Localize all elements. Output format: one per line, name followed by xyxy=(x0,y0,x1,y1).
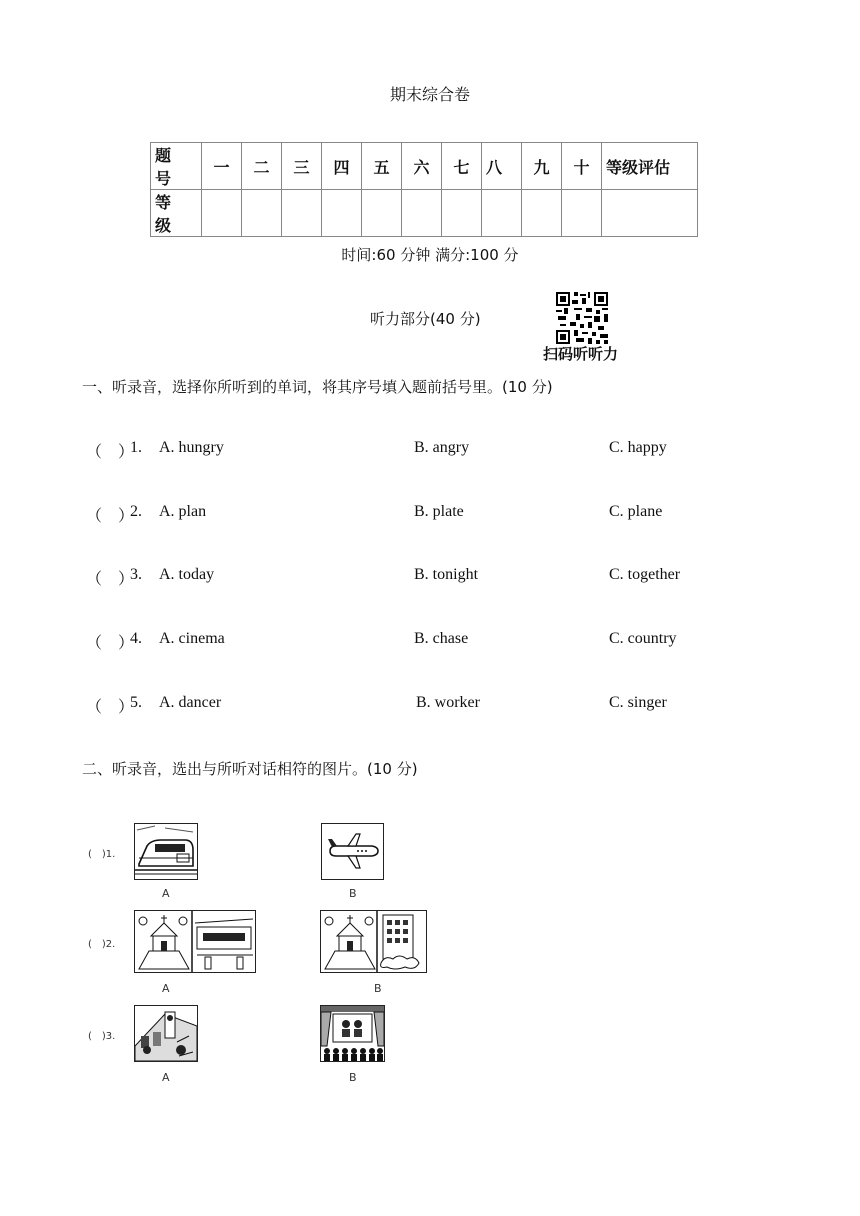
grade-table xyxy=(150,142,698,237)
question-number: 5. xyxy=(130,694,142,711)
question-number: 1. xyxy=(130,439,142,456)
question-number: 3. xyxy=(130,566,142,583)
listening-title: 听力部分(40 分) xyxy=(370,310,481,328)
church-and-building-picture[interactable] xyxy=(320,910,427,973)
church-and-station-picture[interactable] xyxy=(134,910,256,973)
table-row xyxy=(151,190,698,237)
grade-cell[interactable] xyxy=(482,190,522,237)
theater-picture[interactable] xyxy=(320,1005,385,1062)
church-station-icon xyxy=(135,911,255,972)
option-c: C. happy xyxy=(609,439,667,456)
grade-cell[interactable] xyxy=(242,190,282,237)
column-header: 二 xyxy=(242,143,282,190)
time-line: 时间:60 分钟 满分:100 分 xyxy=(341,246,519,264)
option-c: C. plane xyxy=(609,503,663,520)
answer-bracket[interactable]: （ ） xyxy=(86,635,135,652)
train-picture[interactable] xyxy=(134,823,198,880)
picture-item-prefix[interactable]: ( )1. xyxy=(88,849,116,860)
option-label-b: B xyxy=(349,1071,357,1084)
question-number: 2. xyxy=(130,503,142,520)
option-a: A. plan xyxy=(159,503,207,520)
grade-cell[interactable] xyxy=(442,190,482,237)
grade-cell[interactable] xyxy=(402,190,442,237)
column-header: 十 xyxy=(562,143,602,190)
option-b: B. worker xyxy=(416,694,480,711)
option-label-a: A xyxy=(162,982,170,995)
column-header: 一 xyxy=(202,143,242,190)
street-scene-icon xyxy=(135,1006,197,1061)
option-c: C. singer xyxy=(609,694,667,711)
grade-cell[interactable] xyxy=(602,190,698,237)
option-b: B. tonight xyxy=(414,566,479,583)
grade-cell[interactable] xyxy=(362,190,402,237)
plane-picture[interactable] xyxy=(321,823,384,880)
church-building-icon xyxy=(321,911,426,972)
column-header: 八 xyxy=(482,143,522,190)
answer-bracket[interactable]: （ ） xyxy=(86,571,135,588)
option-label-a: A xyxy=(162,887,170,900)
row-header: 题 号 xyxy=(151,143,202,190)
option-c: C. together xyxy=(609,566,681,583)
option-a: A. dancer xyxy=(159,694,222,711)
column-header: 五 xyxy=(362,143,402,190)
row-header: 等 级 xyxy=(151,190,202,237)
question-row xyxy=(86,566,786,586)
answer-bracket[interactable]: （ ） xyxy=(86,444,135,461)
column-header: 四 xyxy=(322,143,362,190)
picture-item-prefix[interactable]: ( )2. xyxy=(88,939,116,950)
column-header: 三 xyxy=(282,143,322,190)
table-row xyxy=(151,143,698,190)
section2-heading: 二、听录音，选出与所听对话相符的图片。(10 分) xyxy=(82,760,418,778)
question-row xyxy=(86,694,786,714)
option-b: B. plate xyxy=(414,503,464,520)
answer-bracket[interactable]: （ ） xyxy=(86,508,135,525)
option-c: C. country xyxy=(609,630,677,647)
eval-header: 等级评估 xyxy=(602,143,698,190)
column-header: 九 xyxy=(522,143,562,190)
grade-cell[interactable] xyxy=(202,190,242,237)
grade-cell[interactable] xyxy=(522,190,562,237)
grade-cell[interactable] xyxy=(282,190,322,237)
option-label-b: B xyxy=(374,982,382,995)
question-row xyxy=(86,439,786,459)
question-row xyxy=(86,503,786,523)
street-scene-picture[interactable] xyxy=(134,1005,198,1062)
option-b: B. angry xyxy=(414,439,470,456)
option-a: A. hungry xyxy=(159,439,224,456)
option-label-a: A xyxy=(162,1071,170,1084)
grade-cell[interactable] xyxy=(562,190,602,237)
train-icon xyxy=(135,824,197,879)
theater-icon xyxy=(321,1006,384,1061)
plane-icon xyxy=(322,824,383,879)
option-label-b: B xyxy=(349,887,357,900)
column-header: 七 xyxy=(442,143,482,190)
option-b: B. chase xyxy=(414,630,469,647)
picture-item-prefix[interactable]: ( )3. xyxy=(88,1031,116,1042)
question-row xyxy=(86,630,786,650)
answer-bracket[interactable]: （ ） xyxy=(86,699,135,716)
section1-heading: 一、听录音，选择你所听到的单词，将其序号填入题前括号里。(10 分) xyxy=(82,378,553,396)
page-title: 期末综合卷 xyxy=(389,85,470,104)
qr-caption: 扫码听听力 xyxy=(543,345,619,363)
column-header: 六 xyxy=(402,143,442,190)
option-a: A. cinema xyxy=(159,630,225,647)
question-number: 4. xyxy=(130,630,142,647)
option-a: A. today xyxy=(159,566,215,583)
qr-code-icon[interactable] xyxy=(556,292,608,344)
grade-cell[interactable] xyxy=(322,190,362,237)
